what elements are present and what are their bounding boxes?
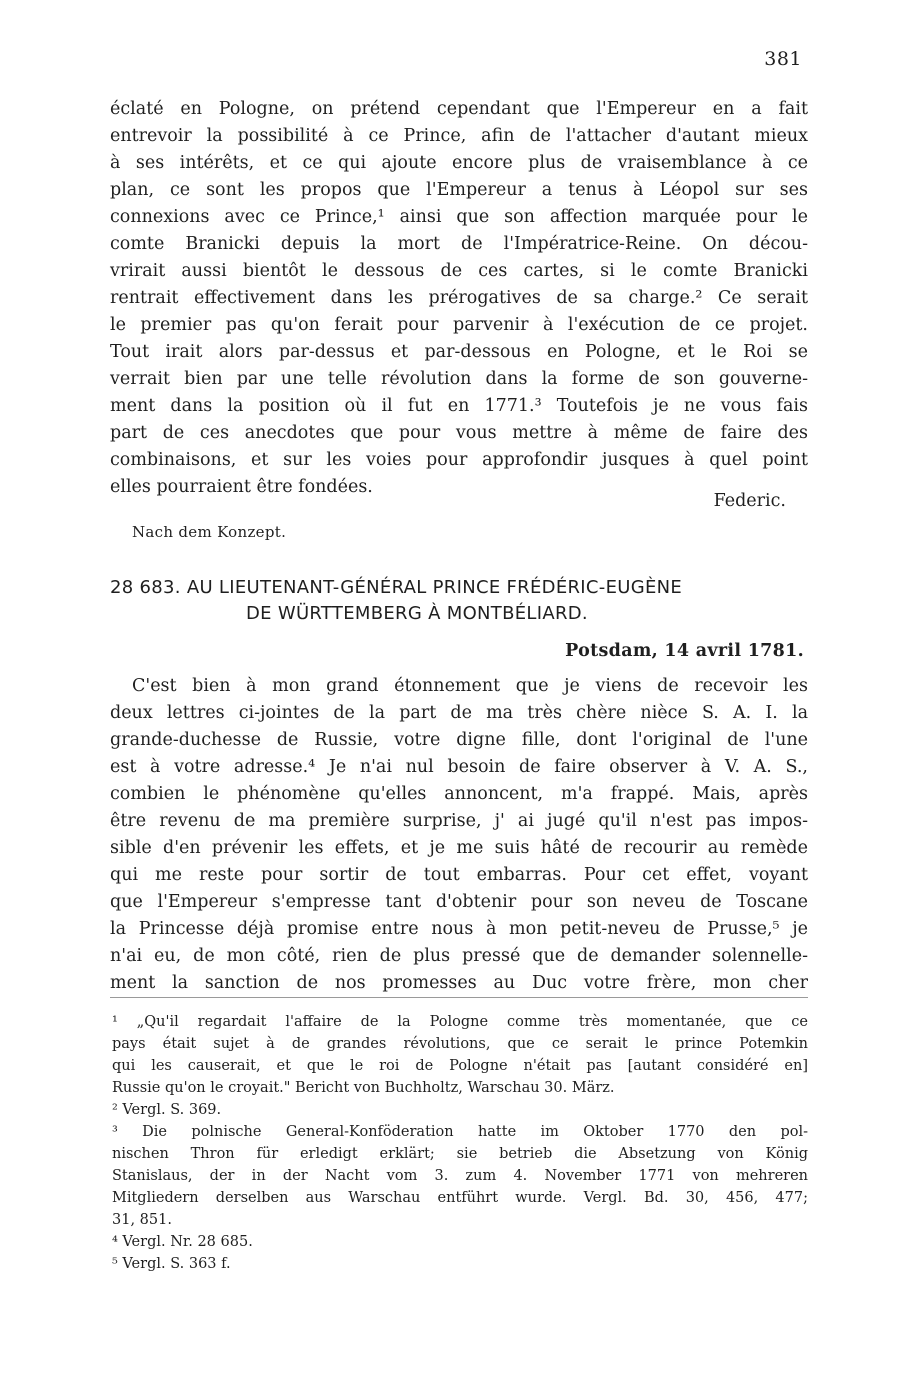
footnote-line: 31, 851. (112, 1212, 172, 1228)
body-line: sible d'en prévenir les effets, et je me suis hâté de recourir au remède (110, 838, 808, 858)
body-line: que l'Empereur s'empresse tant d'obtenir pour son neveu de Toscane (110, 892, 808, 912)
body-line: elles pourraient être fondées. (110, 477, 373, 497)
body-line: verrait bien par une telle révolution dans la forme de son gouverne- (110, 369, 808, 389)
body-line: deux lettres ci-jointes de la part de ma très chère nièce S. A. I. la (110, 703, 808, 723)
body-line: plan, ce sont les propos que l'Empereur a tenus à Léopol sur ses (110, 180, 808, 200)
body-line: ment la sanction de nos promesses au Duc votre frère, mon cher (110, 973, 808, 993)
body-line: éclaté en Pologne, on prétend cependant que l'Empereur en a fait (110, 99, 808, 119)
dateline: Potsdam, 14 avril 1781. (565, 641, 804, 661)
body-line: Tout irait alors par-dessus et par-dessous en Pologne, et le Roi se (110, 342, 808, 362)
body-line: à ses intérêts, et ce qui ajoute encore plus de vraisemblance à ce (110, 153, 808, 173)
footnote-line: pays était sujet à de grandes révolutions, que ce serait le prince Potemkin (112, 1036, 808, 1052)
body-line: être revenu de ma première surprise, j' ai jugé qu'il n'est pas impos- (110, 811, 808, 831)
body-line: combien le phénomène qu'elles annoncent, m'a frappé. Mais, après (110, 784, 808, 804)
body-line: comte Branicki depuis la mort de l'Impératrice-Reine. On décou- (110, 234, 808, 254)
body-line: est à votre adresse.⁴ Je n'ai nul besoin de faire observer à V. A. S., (110, 757, 808, 777)
body-line: entrevoir la possibilité à ce Prince, afin de l'attacher d'autant mieux (110, 126, 808, 146)
body-line: combinaisons, et sur les voies pour approfondir jusques à quel point (110, 450, 808, 470)
body-line: grande-duchesse de Russie, votre digne fille, dont l'original de l'une (110, 730, 808, 750)
body-line: vrirait aussi bientôt le dessous de ces cartes, si le comte Branicki (110, 261, 808, 281)
source-note: Nach dem Konzept. (132, 523, 287, 541)
body-line: le premier pas qu'on ferait pour parvenir à l'exécution de ce projet. (110, 315, 808, 335)
footnote-line: qui les causerait, et que le roi de Pologne n'était pas [autant considéré en] (112, 1058, 808, 1074)
signature: Federic. (713, 491, 786, 511)
footnote-divider (110, 997, 808, 998)
footnote-line: nischen Thron für erledigt erklärt; sie betrieb die Absetzung von König (112, 1146, 808, 1162)
footnote-line: ¹ „Qu'il regardait l'affaire de la Pologne comme très momentanée, que ce (112, 1014, 808, 1030)
letter-heading: DE WÜRTTEMBERG À MONTBÉLIARD. (246, 603, 588, 624)
body-line: n'ai eu, de mon côté, rien de plus pressé que de demander solennelle- (110, 946, 808, 966)
page-number: 381 (764, 48, 802, 70)
footnote-line: ⁵ Vergl. S. 363 f. (112, 1256, 231, 1272)
letter-heading: 28 683. AU LIEUTENANT-GÉNÉRAL PRINCE FRÉDÉRIC-EUGÈNE (110, 577, 683, 598)
footnote-line: Russie qu'on le croyait." Bericht von Buchholtz, Warschau 30. März. (112, 1080, 615, 1096)
body-line: part de ces anecdotes que pour vous mettre à même de faire des (110, 423, 808, 443)
body-line: qui me reste pour sortir de tout embarras. Pour cet effet, voyant (110, 865, 808, 885)
footnote-line: ² Vergl. S. 369. (112, 1102, 222, 1118)
body-line: ment dans la position où il fut en 1771.³ Toutefois je ne vous fais (110, 396, 808, 416)
body-line: C'est bien à mon grand étonnement que je viens de recevoir les (132, 676, 808, 696)
body-line: rentrait effectivement dans les prérogatives de sa charge.² Ce serait (110, 288, 808, 308)
footnote-line: Mitgliedern derselben aus Warschau entführt wurde. Vergl. Bd. 30, 456, 477; (112, 1190, 808, 1206)
body-line: la Princesse déjà promise entre nous à mon petit-neveu de Prusse,⁵ je (110, 919, 808, 939)
body-line: connexions avec ce Prince,¹ ainsi que son affection marquée pour le (110, 207, 808, 227)
footnote-line: Stanislaus, der in der Nacht vom 3. zum 4. November 1771 von mehreren (112, 1168, 808, 1184)
footnote-line: ⁴ Vergl. Nr. 28 685. (112, 1234, 253, 1250)
footnote-line: ³ Die polnische General-Konföderation hatte im Oktober 1770 den pol- (112, 1124, 808, 1140)
